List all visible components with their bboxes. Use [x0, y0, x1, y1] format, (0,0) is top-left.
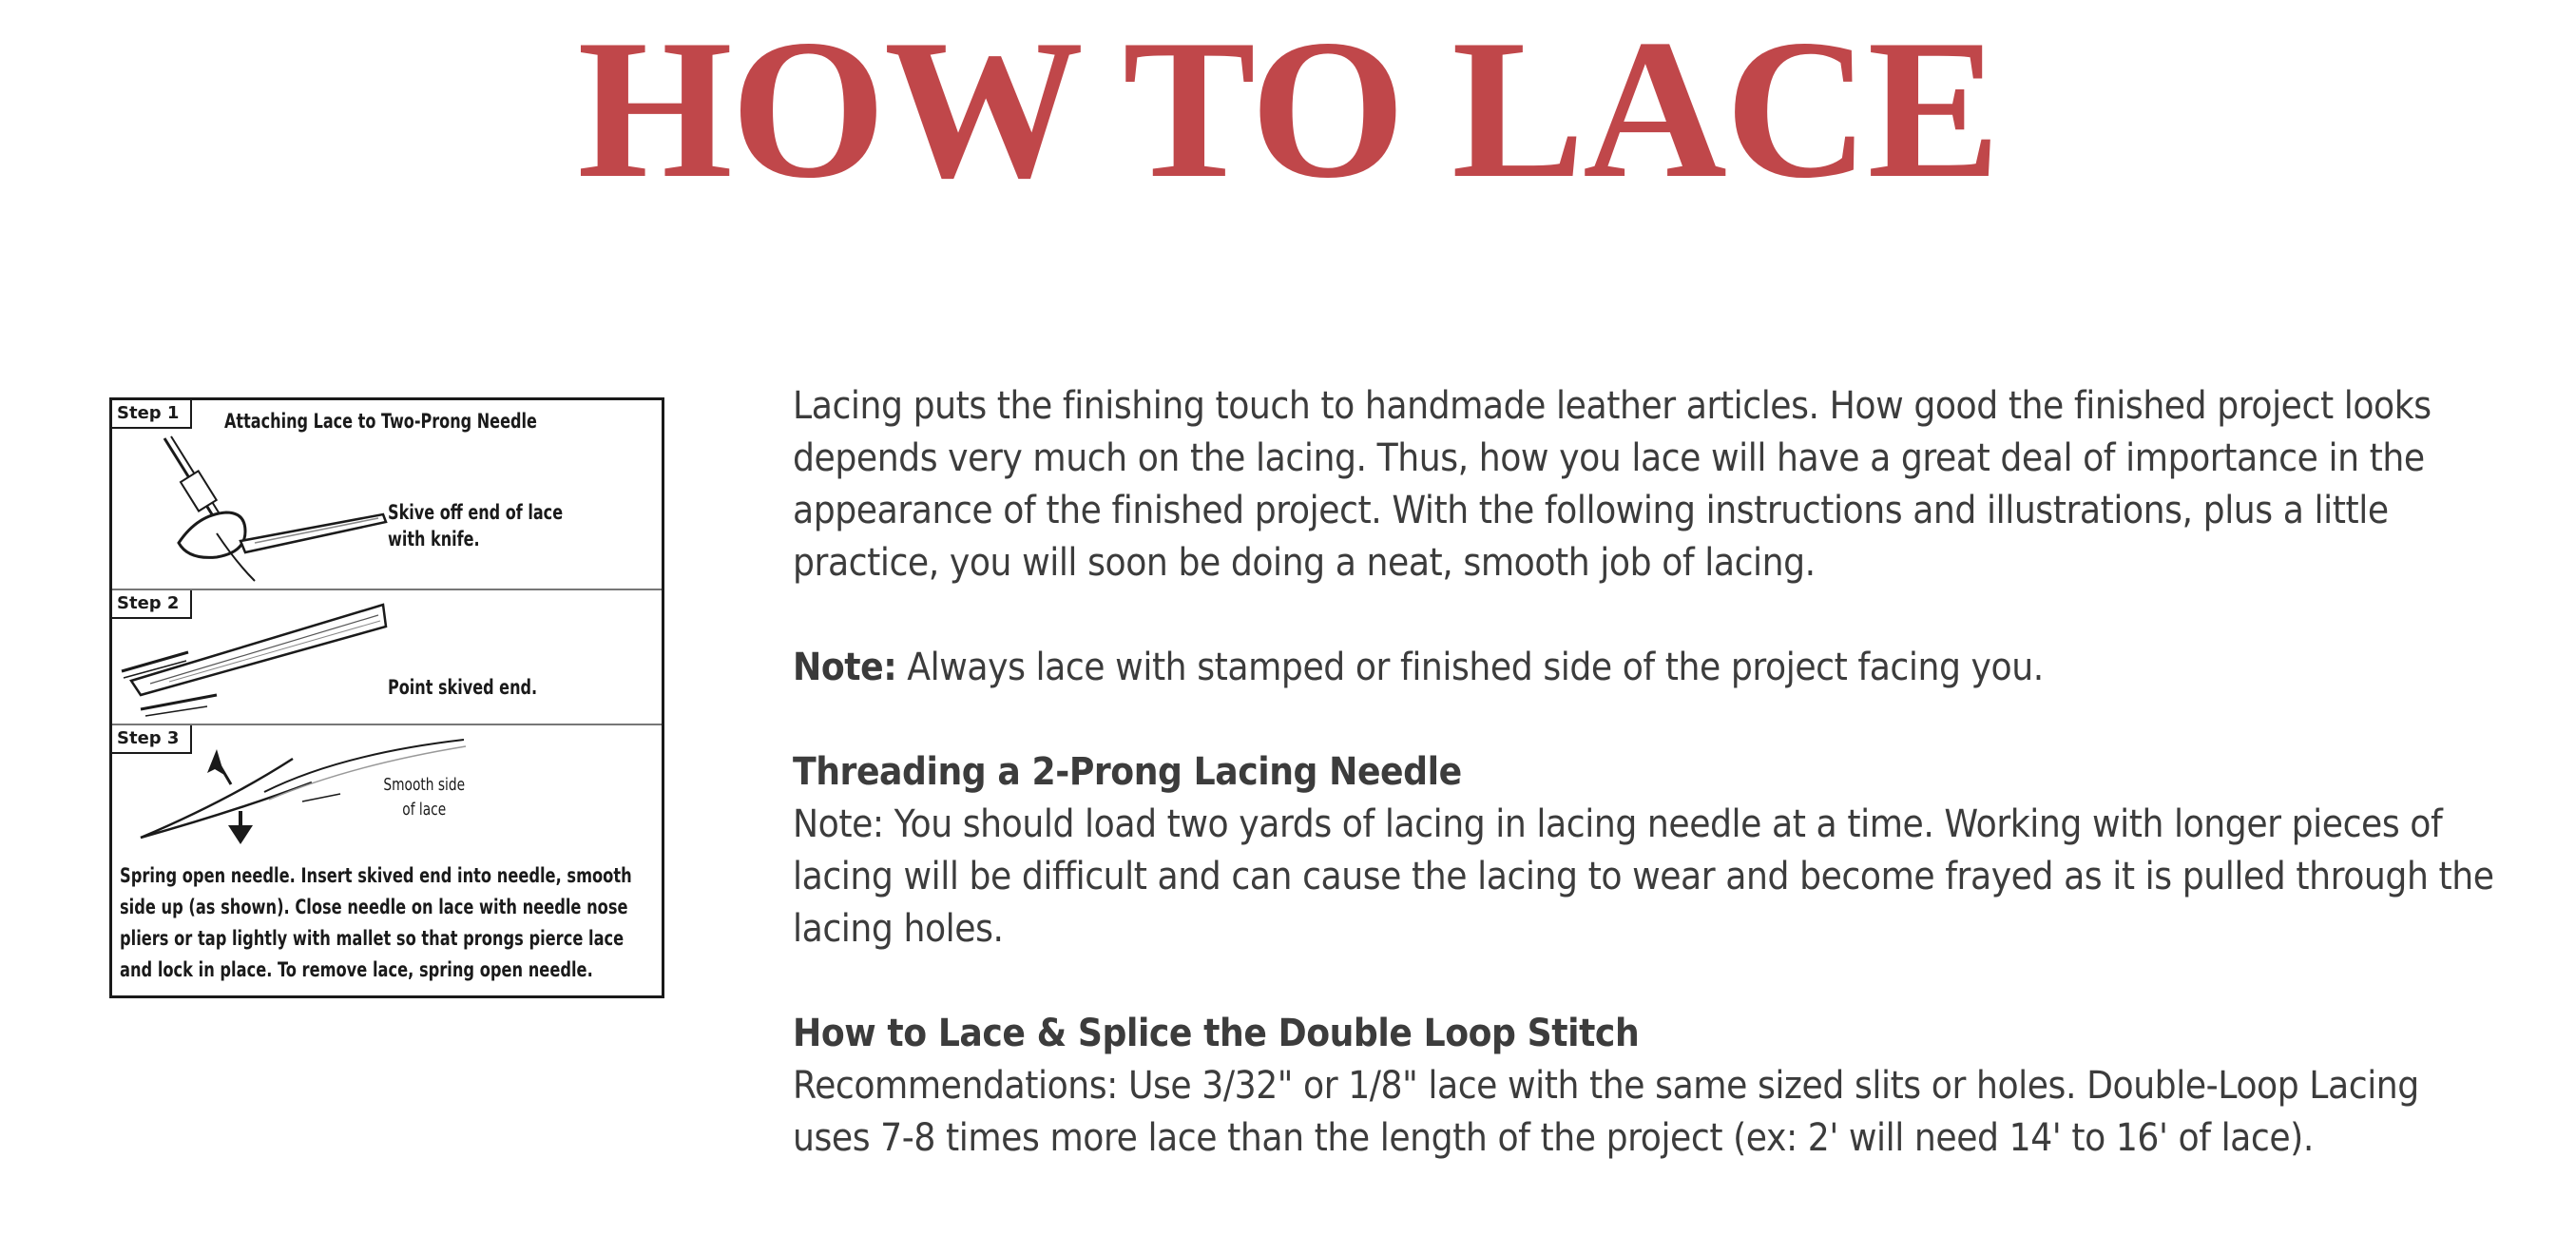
note-paragraph — [793, 642, 2505, 694]
step-1-tag: Step 1 — [112, 400, 192, 429]
section-threading — [793, 746, 2505, 956]
section-body-threading: Note: You should load two yards of lacing in lacing needle at a time. Working with longer pieces of lacing will be difficult and can cause the lacing to wear and become frayed as it is pulled through the lacing holes. — [793, 802, 2494, 951]
intro-paragraph: Lacing puts the finishing touch to handmade leather articles. How good the finished project looks depends very much on the lacing. Thus, how you lace will have a great deal of importance in the appearance of the finished project. With the following instructions and illustrations, plus a little practice, you will soon be doing a neat, smooth job of lacing. — [793, 384, 2432, 585]
section-title-double-loop: How to Lace & Splice the Double Loop Stitch — [793, 1012, 1640, 1055]
needle-and-knife-drawing — [112, 400, 664, 590]
lacing-illustration — [109, 397, 664, 998]
step-3-tag: Step 3 — [112, 725, 192, 754]
step-1-label: Skive off end of lace with knife. — [388, 501, 564, 550]
figure-step-2 — [112, 590, 662, 725]
note-label: Note: — [793, 646, 897, 689]
step-3-caption: Spring open needle. Insert skived end into needle, smooth side up (as shown). Close needle on lace with needle nose pliers or tap lightly with mallet so that prongs pierce lace and lock in place. To remove lace, spring open needle. — [120, 864, 632, 981]
instructions-text — [793, 380, 2504, 1217]
note-text: Always lace with stamped or finished side of the project facing you. — [896, 646, 2044, 689]
step-3-label: Smooth side of lace — [383, 775, 466, 820]
skived-lace-drawing — [112, 590, 664, 725]
section-body-double-loop: Recommendations: Use 3/32" or 1/8" lace with the same sized slits or holes. Double-Loop Lacing uses 7-8 times more lace than the length of the project (ex: 2' will need 14' to 16' of lace). — [793, 1064, 2419, 1160]
figure-step-1 — [112, 400, 662, 590]
step-2-label: Point skived end. — [388, 676, 538, 699]
section-title-threading: Threading a 2-Prong Lacing Needle — [793, 750, 1462, 794]
page-title: HOW TO LACE — [577, 0, 1999, 220]
section-double-loop — [793, 1008, 2505, 1165]
step-2-tag: Step 2 — [112, 590, 192, 619]
figure-heading: Attaching Lace to Two-Prong Needle — [224, 410, 537, 433]
figure-step-3 — [112, 725, 662, 995]
